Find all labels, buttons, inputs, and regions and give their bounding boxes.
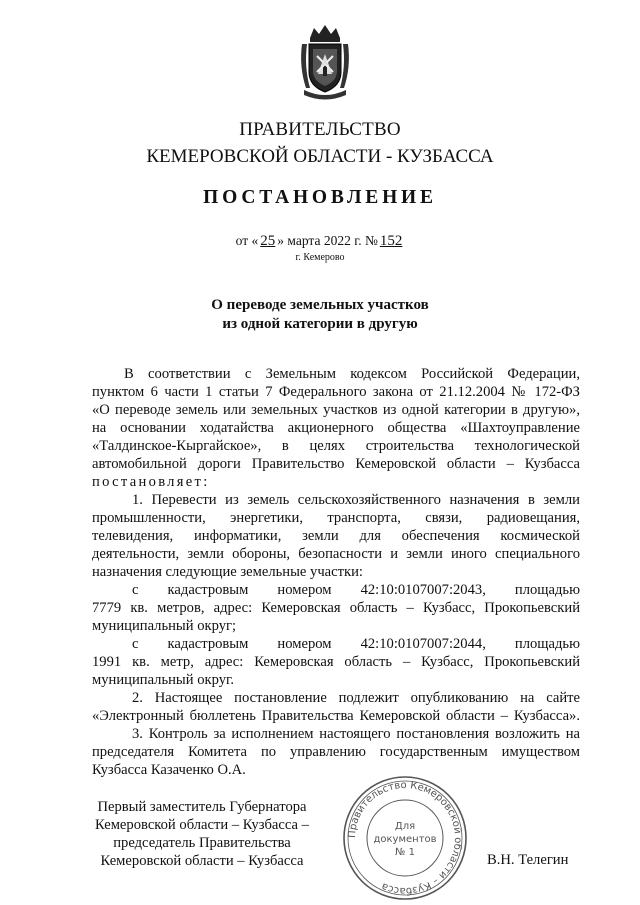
date-prefix: от « bbox=[235, 233, 259, 248]
official-stamp bbox=[340, 773, 470, 903]
subject-line2: из одной категории в другую bbox=[222, 316, 418, 332]
signer-title-line: председатель Правительства bbox=[113, 835, 291, 851]
document-type-title: ПОСТАНОВЛЕНИЕ bbox=[203, 187, 437, 208]
body-line: телевидения, информатики, земли для обеспечения космической bbox=[92, 528, 580, 544]
body-line: Кузбасса Казаченко О.А. bbox=[92, 762, 246, 778]
body-line: 7779 кв. метров, адрес: Кемеровская область – Кузбасс, Прокопьевский bbox=[92, 600, 580, 616]
org-name-line1: ПРАВИТЕЛЬСТВО bbox=[239, 119, 401, 140]
body-line: муниципальный округ. bbox=[92, 672, 234, 688]
body-line: председателя Комитета по управлению государственным имуществом bbox=[92, 744, 580, 760]
body-line: пунктом 6 части 1 статьи 7 Федерального закона от 21.12.2004 № 172-ФЗ bbox=[92, 384, 580, 400]
body-line: 1991 кв. метр, адрес: Кемеровская область – Кузбасс, Прокопьевский bbox=[92, 654, 580, 670]
city-label: г. Кемерово bbox=[295, 252, 345, 263]
stamp-center-line2: документов bbox=[373, 834, 437, 845]
date-day: 25 bbox=[260, 233, 276, 249]
body-line: 3. Контроль за исполнением настоящего постановления возложить на bbox=[132, 726, 580, 742]
stamp-center-line1: Для bbox=[394, 821, 416, 832]
org-name-line2: КЕМЕРОВСКОЙ ОБЛАСТИ - КУЗБАССА bbox=[146, 146, 494, 167]
body-line-decree: постановляет: bbox=[92, 474, 210, 490]
body-line: «Электронный бюллетень Правительства Кемеровской области – Кузбасса». bbox=[92, 708, 580, 724]
body-line: автомобильной дороги Правительство Кемеровской области – Кузбасса bbox=[92, 456, 580, 472]
body-line: В соответствии с Земельным кодексом Российской Федерации, bbox=[124, 366, 580, 382]
body-line: 2. Настоящее постановление подлежит опубликованию на сайте bbox=[132, 690, 580, 706]
body-line: 1. Перевести из земель сельскохозяйственного назначения в земли bbox=[132, 492, 580, 508]
signer-name: В.Н. Телегин bbox=[487, 852, 569, 868]
body-line: с кадастровым номером 42:10:0107007:2044, площадью bbox=[132, 636, 580, 652]
body-line: деятельности, земли обороны, безопасности и земли иного специального bbox=[92, 546, 580, 562]
body-line: промышленности, энергетики, транспорта, связи, радиовещания, bbox=[92, 510, 580, 526]
signer-title-line: Первый заместитель Губернатора bbox=[97, 799, 307, 815]
body-line: с кадастровым номером 42:10:0107007:2043, площадью bbox=[132, 582, 580, 598]
stamp-center-line3: № 1 bbox=[395, 847, 415, 858]
signer-title-line: Кемеровской области – Кузбасса bbox=[100, 853, 304, 869]
body-line: «О переводе земель или земельных участков из одной категории в другую», bbox=[92, 402, 580, 418]
document-number: 152 bbox=[379, 233, 403, 249]
date-number-line bbox=[0, 233, 640, 250]
date-middle: » марта 2022 г. № bbox=[277, 233, 378, 248]
body-line: назначения следующие земельные участки: bbox=[92, 564, 363, 580]
body-line: «Талдинское-Кыргайское», в целях строительства технологической bbox=[92, 438, 580, 454]
signer-title-line: Кемеровской области – Кузбасса – bbox=[95, 817, 309, 833]
body-line: на основании ходатайства акционерного общества «Шахтоуправление bbox=[92, 420, 580, 436]
body-line: муниципальный округ; bbox=[92, 618, 237, 634]
subject-line1: О переводе земельных участков bbox=[211, 297, 429, 313]
stamp-ring-text: Правительство Кемеровской области – Кузбасса bbox=[346, 779, 464, 897]
coat-of-arms-emblem bbox=[296, 22, 354, 102]
